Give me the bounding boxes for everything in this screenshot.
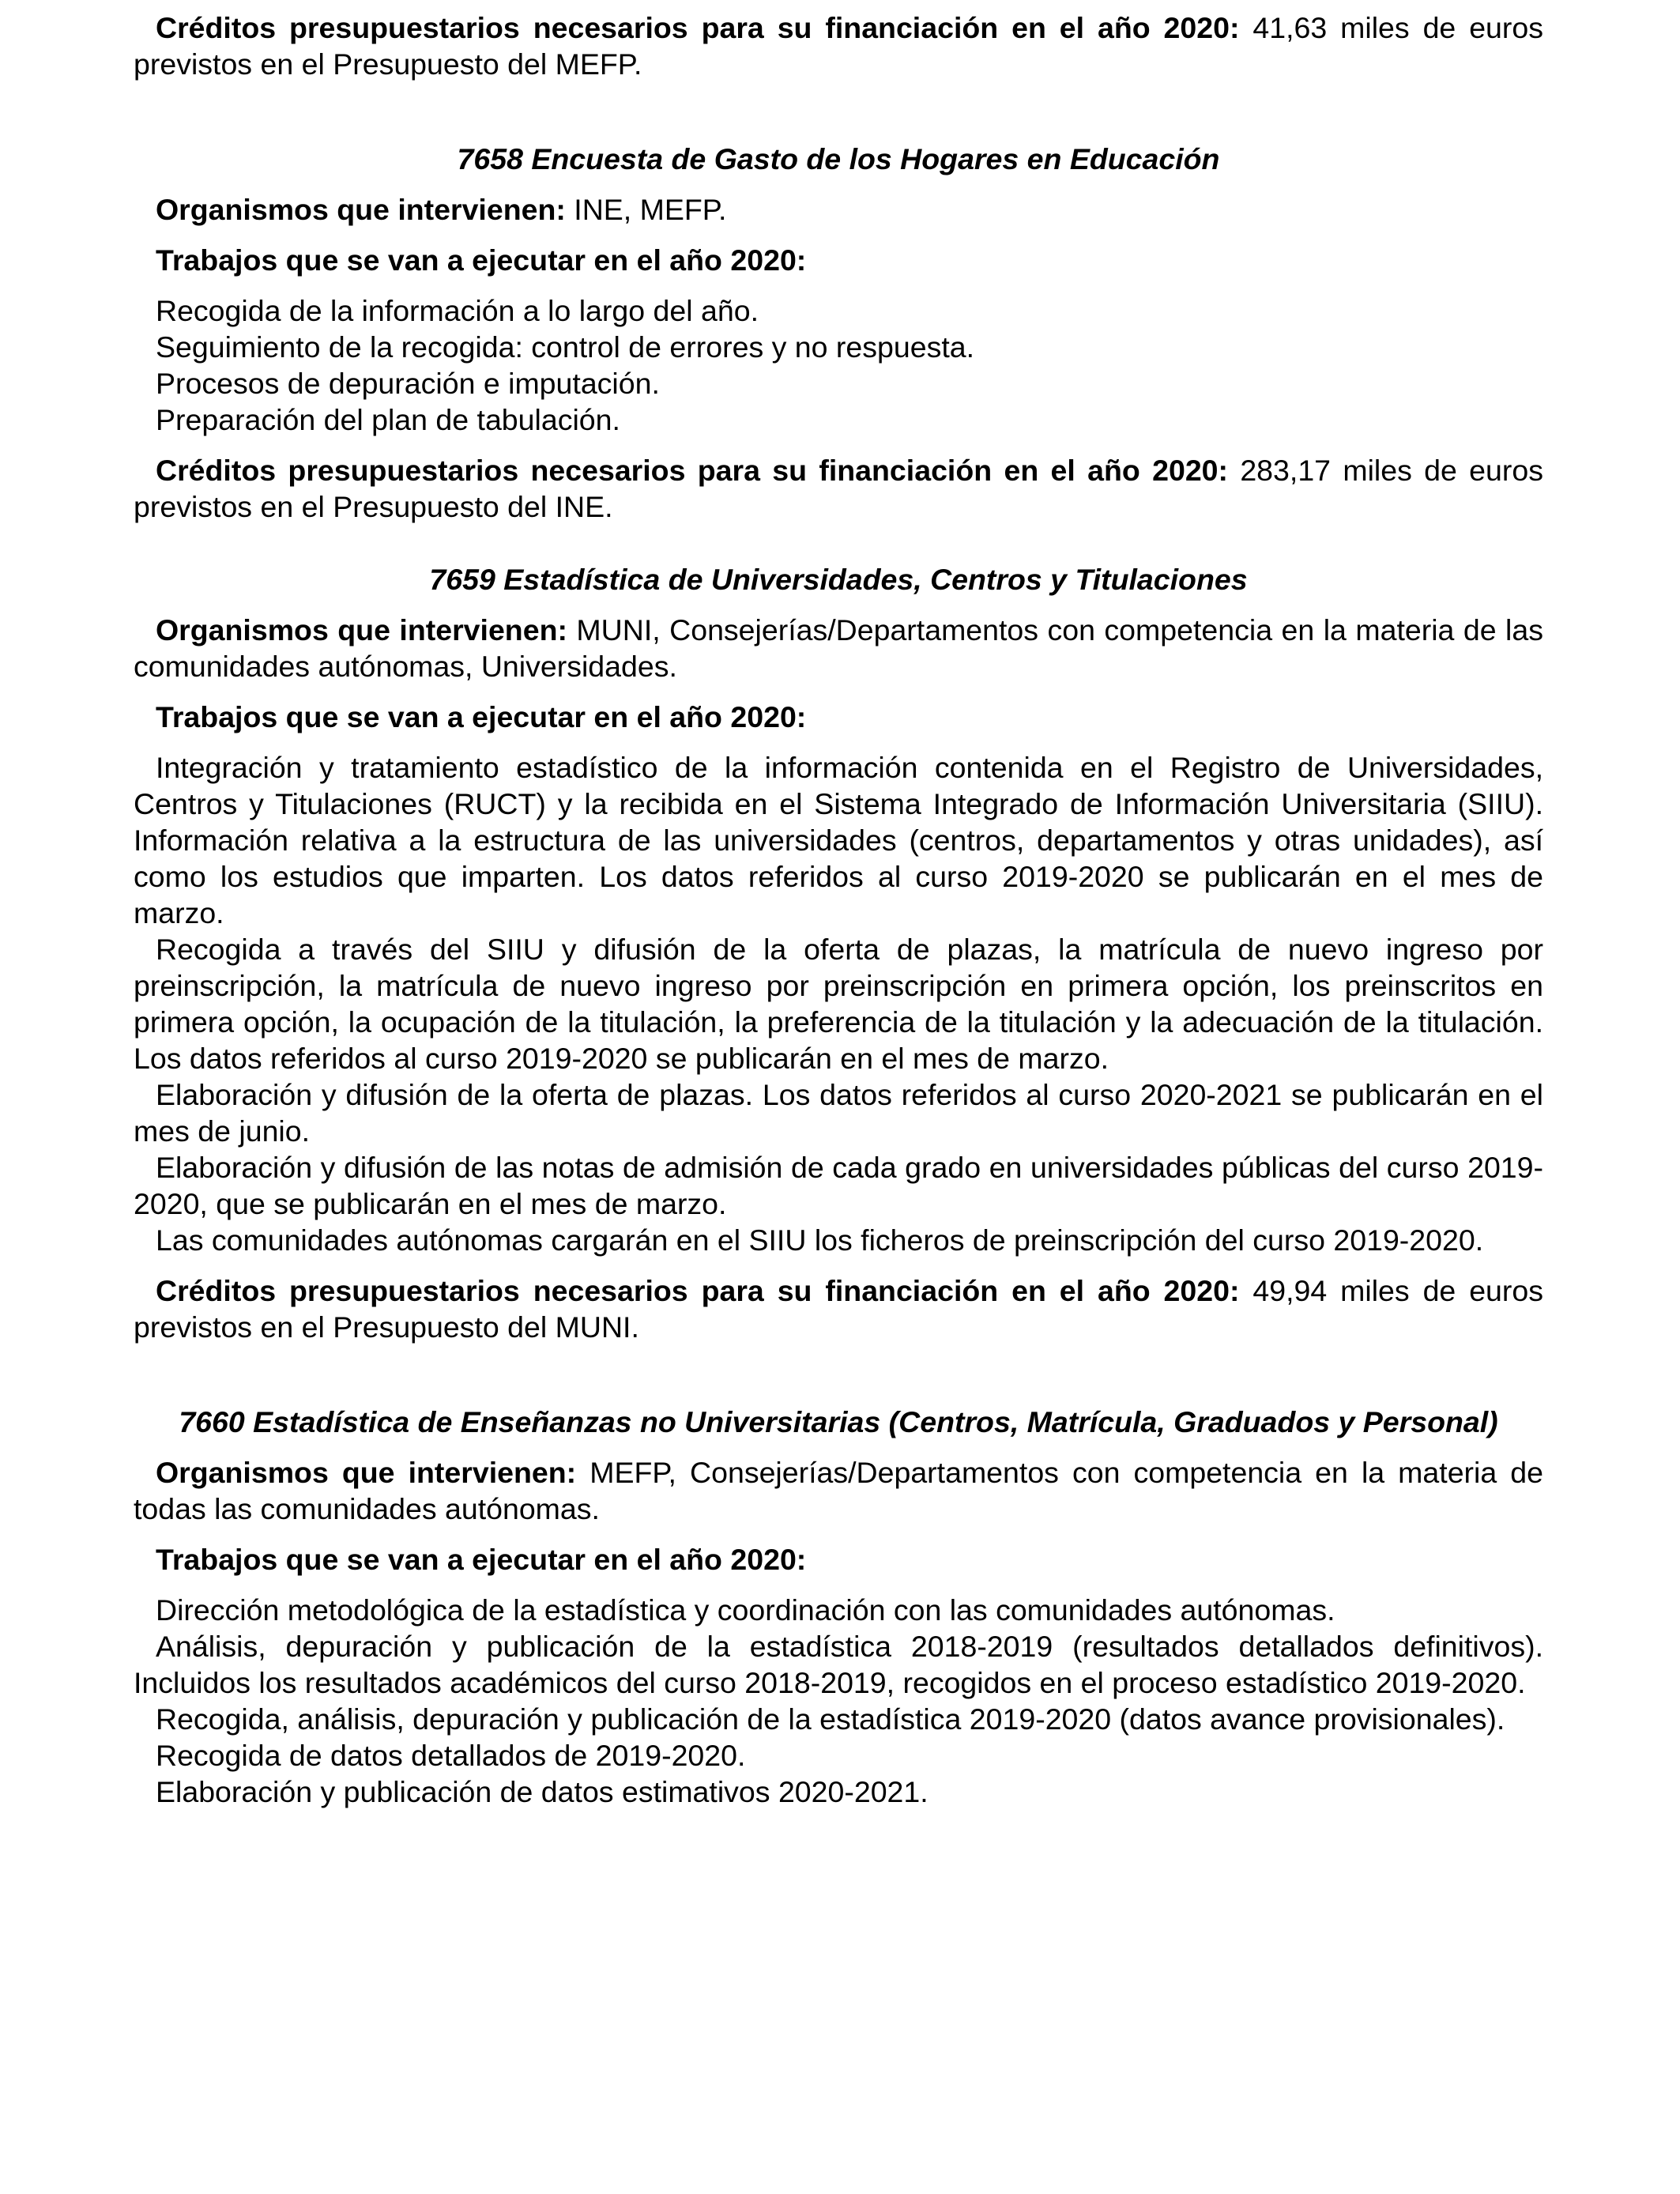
creditos-text: 49,94 miles de euros previstos en el Presupuesto del MUNI. [134, 1274, 1543, 1344]
organismos-paragraph [134, 191, 1543, 228]
list-item: Preparación del plan de tabulación. [156, 403, 620, 436]
creditos-paragraph [134, 9, 1543, 82]
organismos-paragraph [134, 612, 1543, 684]
creditos-text: 41,63 miles de euros previstos en el Presupuesto del MEFP. [134, 11, 1543, 81]
section-7658 [134, 141, 1543, 525]
trabajos-list [134, 292, 1543, 438]
list-item: Las comunidades autónomas cargarán en el SIIU los ficheros de preinscripción del curso 2019-2020. [156, 1223, 1484, 1257]
section-7659 [134, 561, 1543, 1345]
list-item: Procesos de depuración e imputación. [156, 367, 660, 400]
list-item: Elaboración y publicación de datos estimativos 2020-2021. [156, 1775, 929, 1808]
organismos-label: Organismos que intervienen: [156, 613, 567, 647]
list-item: Recogida, análisis, depuración y publicación de la estadística 2019-2020 (datos avance provisionales). [156, 1702, 1505, 1736]
list-item: Elaboración y difusión de la oferta de plazas. Los datos referidos al curso 2020-2021 se publicarán en el mes de junio. [134, 1078, 1543, 1148]
section-heading: 7660 Estadística de Enseñanzas no Universitarias (Centros, Matrícula, Graduados y Personal) [179, 1405, 1498, 1438]
list-item: Seguimiento de la recogida: control de errores y no respuesta. [156, 330, 975, 364]
list-item: Dirección metodológica de la estadística y coordinación con las comunidades autónomas. [156, 1593, 1335, 1627]
list-item: Recogida a través del SIIU y difusión de la oferta de plazas, la matrícula de nuevo ingreso por preinscripción, la matrícula de nuevo ingreso por preinscripción en primera opción, los preinscritos en primera opción, la ocupación de la titulación, la preferencia de la titulación y la adecuación de la titulación. Los datos referidos al curso 2019-2020 se publicarán en el mes de marzo. [134, 933, 1543, 1075]
creditos-paragraph [134, 1272, 1543, 1345]
trabajos-label: Trabajos que se van a ejecutar en el año 2020: [156, 243, 807, 277]
organismos-label: Organismos que intervienen: [156, 1456, 577, 1489]
organismos-label: Organismos que intervienen: [156, 193, 566, 226]
list-item: Análisis, depuración y publicación de la estadística 2018-2019 (resultados detallados definitivos). Incluidos los resultados académicos del curso 2018-2019, recogidos en el proceso estadístico 2019-2020. [134, 1630, 1543, 1699]
section-heading: 7658 Encuesta de Gasto de los Hogares en Educación [457, 142, 1220, 175]
section-7660 [134, 1404, 1543, 1810]
list-item: Integración y tratamiento estadístico de la información contenida en el Registro de Universidades, Centros y Titulaciones (RUCT) y la recibida en el Sistema Integrado de Información Universitaria (SIIU). Información relativa a la estructura de las universidades (centros, departamentos y otras unidades), así como los estudios que imparten. Los datos referidos al curso 2019-2020 se publicarán en el mes de marzo. [134, 751, 1543, 929]
organismos-text: MEFP, Consejerías/Departamentos con competencia en la materia de todas las comunidades autónomas. [134, 1456, 1543, 1525]
creditos-text: 283,17 miles de euros previstos en el Presupuesto del INE. [134, 454, 1543, 523]
organismos-text: INE, MEFP. [565, 193, 727, 226]
list-item: Recogida de datos detallados de 2019-2020. [156, 1739, 746, 1772]
organismos-text: MUNI, Consejerías/Departamentos con competencia en la materia de las comunidades autónomas, Universidades. [134, 613, 1543, 683]
organismos-paragraph [134, 1454, 1543, 1527]
creditos-label: Créditos presupuestarios necesarios para su financiación en el año 2020: [156, 1274, 1240, 1307]
trabajos-list [134, 1592, 1543, 1810]
creditos-paragraph [134, 452, 1543, 525]
list-item: Recogida de la información a lo largo del año. [156, 294, 759, 327]
trabajos-label: Trabajos que se van a ejecutar en el año 2020: [156, 1543, 807, 1576]
creditos-label: Créditos presupuestarios necesarios para su financiación en el año 2020: [156, 11, 1240, 44]
document-page [134, 9, 1543, 1810]
creditos-label: Créditos presupuestarios necesarios para su financiación en el año 2020: [156, 454, 1229, 487]
section-heading: 7659 Estadística de Universidades, Centros y Titulaciones [429, 563, 1248, 596]
trabajos-label: Trabajos que se van a ejecutar en el año 2020: [156, 700, 807, 733]
trabajos-list [134, 749, 1543, 1258]
list-item: Elaboración y difusión de las notas de admisión de cada grado en universidades públicas del curso 2019-2020, que se publicarán en el mes de marzo. [134, 1151, 1543, 1220]
